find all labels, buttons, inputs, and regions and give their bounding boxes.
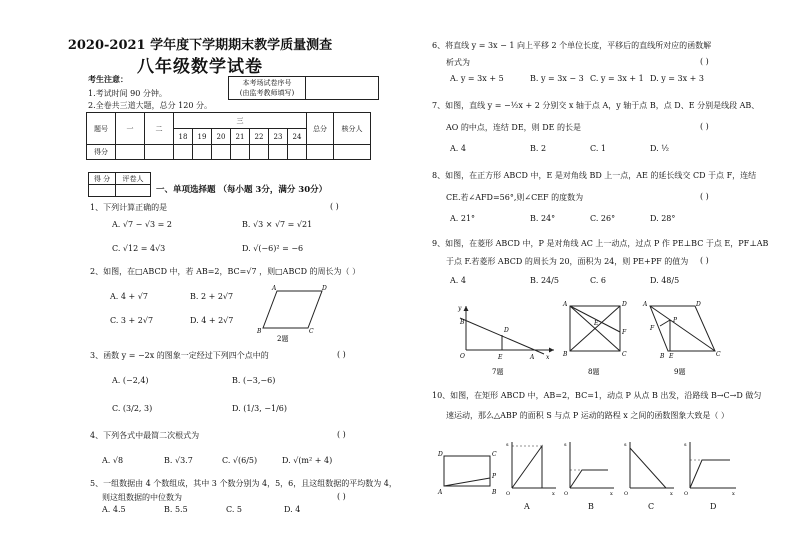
col-two: 二 xyxy=(145,113,174,145)
svg-text:x: x xyxy=(732,491,735,497)
q8-option-d: D. 28° xyxy=(650,214,676,223)
q7-option-a: A. 4 xyxy=(450,144,466,153)
q7-option-b: B. 2 xyxy=(530,144,547,153)
q3-option-c: C. (3/2, 3) xyxy=(112,404,153,413)
svg-text:x: x xyxy=(610,491,613,497)
score-cell[interactable] xyxy=(145,145,174,160)
q1-option-b: B. √3 × √7 = √21 xyxy=(242,220,313,229)
svg-text:A: A xyxy=(530,354,535,361)
score-cell[interactable] xyxy=(288,145,307,160)
col-total: 总分 xyxy=(307,113,334,145)
q10-option-a: A xyxy=(524,502,530,511)
q10-graph-a xyxy=(504,438,560,500)
q4-stem: 4、下列各式中最简二次根式为 xyxy=(90,431,200,440)
svg-text:C: C xyxy=(716,351,721,358)
exam-box-line2: (由监考教师填写) xyxy=(239,89,295,97)
q10-rectangle-figure xyxy=(436,448,502,500)
q3-stem: 3、函数 y = −2x 的图象一定经过下列四个点中的 xyxy=(90,351,269,360)
q8-paren: ( ) xyxy=(700,192,709,201)
q9-option-b: B. 24/5 xyxy=(530,276,559,285)
q6-stem-1: 6、将直线 y = 3x − 1 向上平移 2 个单位长度，平移后的直线所对应的函数解 xyxy=(432,41,712,50)
q8-option-b: B. 24° xyxy=(530,214,556,223)
exam-number-box xyxy=(228,76,379,100)
svg-text:x: x xyxy=(552,491,555,497)
q10-graph-b xyxy=(562,438,618,500)
svg-text:B: B xyxy=(660,353,665,360)
svg-text:B: B xyxy=(257,328,262,335)
q8-fig-label: 8题 xyxy=(588,368,600,376)
score-table xyxy=(86,112,371,160)
q6-option-d: D. y = 3x + 3 xyxy=(650,74,705,83)
q5-option-d: D. 4 xyxy=(284,505,301,514)
row-label-question: 题号 xyxy=(87,113,116,145)
svg-text:y: y xyxy=(458,305,462,312)
q2-stem: 2、如图，在□ABCD 中，若 AB=2，BC=√7 ，则□ABCD 的周长为（ ） xyxy=(90,267,361,276)
q1-option-d: D. √(−6)² = −6 xyxy=(242,244,304,253)
svg-text:P: P xyxy=(492,473,497,480)
sub-col-22: 22 xyxy=(250,129,269,145)
score-cell[interactable] xyxy=(212,145,231,160)
svg-text:A: A xyxy=(272,285,277,292)
svg-text:D: D xyxy=(504,327,509,334)
svg-text:O: O xyxy=(506,491,511,497)
q7-figure xyxy=(450,298,560,378)
sub-col-20: 20 xyxy=(212,129,231,145)
svg-text:A: A xyxy=(438,489,443,496)
score-cell[interactable] xyxy=(231,145,250,160)
q5-paren: ( ) xyxy=(337,492,346,501)
svg-text:s: s xyxy=(564,442,567,448)
svg-text:x: x xyxy=(546,354,550,361)
q1-option-c: C. √12 = 4√3 xyxy=(112,244,166,253)
q4-option-b: B. √3.7 xyxy=(164,456,193,465)
svg-text:C: C xyxy=(492,451,497,458)
q6-stem-2: 析式为 xyxy=(446,58,470,67)
q2-option-a: A. 4 + √7 xyxy=(110,292,148,301)
svg-text:s: s xyxy=(506,442,509,448)
q10-stem-1: 10、如图，在矩形 ABCD 中，AB=2，BC=1，动点 P 从点 B 出发，沿路线 B→C→D 做匀 xyxy=(432,391,762,400)
row-label-score: 得分 xyxy=(87,145,116,160)
q2-parallelogram-figure xyxy=(255,283,330,345)
q5-option-b: B. 5.5 xyxy=(164,505,188,514)
notice-item-1: 1.考试时间 90 分钟。 xyxy=(88,89,167,98)
q10-stem-2: 速运动，那么△ABP 的面积 S 与点 P 运动的路程 x 之间的函数图象大致是（ ） xyxy=(446,411,729,420)
sub-col-23: 23 xyxy=(269,129,288,145)
section-box-score: 得 分 xyxy=(89,173,116,185)
section-score-box xyxy=(88,172,151,197)
sub-col-18: 18 xyxy=(174,129,193,145)
score-cell[interactable] xyxy=(116,185,151,197)
q7-paren: ( ) xyxy=(700,122,709,131)
col-reviewer: 核分人 xyxy=(334,113,371,145)
q9-option-a: A. 4 xyxy=(450,276,466,285)
score-cell[interactable] xyxy=(116,145,145,160)
svg-text:O: O xyxy=(624,491,629,497)
svg-text:E: E xyxy=(498,354,503,361)
q2-option-b: B. 2 + 2√7 xyxy=(190,292,234,301)
exam-box-line1: 本考场试卷序号 xyxy=(242,79,292,87)
exam-title: 2020-2021 学年度下学期期末教学质量测查 xyxy=(67,38,333,53)
svg-text:A: A xyxy=(563,301,568,308)
q10-option-b: B xyxy=(588,502,594,511)
q5-option-a: A. 4.5 xyxy=(102,505,126,514)
svg-text:s: s xyxy=(624,442,627,448)
svg-text:C: C xyxy=(622,351,627,358)
q8-figure xyxy=(560,298,635,378)
q4-paren: ( ) xyxy=(337,430,346,439)
svg-text:C: C xyxy=(309,328,314,335)
sub-col-19: 19 xyxy=(193,129,212,145)
section-one-heading: 一、单项选择题 （每小题 3分，满分 30分） xyxy=(156,185,328,195)
q7-stem-2: AO 的中点，连结 DE，则 DE 的长是 xyxy=(446,123,582,132)
score-cell[interactable] xyxy=(269,145,288,160)
svg-text:D: D xyxy=(622,301,627,308)
q9-stem-2: 于点 F.若菱形 ABCD 的周长为 20，面积为 24，则 PE+PF 的值为 xyxy=(446,257,689,266)
q6-option-b: B. y = 3x − 3 xyxy=(530,74,584,83)
sub-col-24: 24 xyxy=(288,129,307,145)
svg-text:D: D xyxy=(696,301,701,308)
svg-text:D: D xyxy=(438,451,443,458)
svg-text:D: D xyxy=(322,285,327,292)
q9-paren: ( ) xyxy=(700,256,709,265)
q3-option-d: D. (1/3, −1/6) xyxy=(232,404,287,413)
q10-graph-d xyxy=(682,438,740,500)
q8-option-a: A. 21° xyxy=(450,214,476,223)
score-cell[interactable] xyxy=(193,145,212,160)
q8-stem-2: CE.若∠AFD=56°,则∠CEF 的度数为 xyxy=(446,193,584,202)
col-three: 三 xyxy=(174,113,307,129)
section-box-reviewer: 评卷人 xyxy=(116,173,151,185)
score-cell[interactable] xyxy=(174,145,193,160)
q3-paren: ( ) xyxy=(337,350,346,359)
q7-fig-label: 7题 xyxy=(492,368,504,376)
q9-figure xyxy=(640,298,725,378)
svg-text:F: F xyxy=(650,325,655,332)
q6-option-a: A. y = 3x + 5 xyxy=(450,74,504,83)
q6-option-c: C. y = 3x + 1 xyxy=(590,74,644,83)
svg-text:B: B xyxy=(460,319,465,326)
svg-text:O: O xyxy=(460,353,465,360)
q6-paren: ( ) xyxy=(700,57,709,66)
svg-text:B: B xyxy=(492,489,497,496)
q4-option-c: C. √(6/5) xyxy=(222,456,258,465)
q5-stem-2: 则这组数据的中位数为 xyxy=(102,493,182,502)
q10-option-d: D xyxy=(710,502,717,511)
q9-stem-1: 9、如图，在菱形 ABCD 中，P 是对角线 AC 上一动点，过点 P 作 PE⊥BC 于点 E，PF⊥AB xyxy=(432,239,769,248)
svg-text:A: A xyxy=(643,301,648,308)
q3-option-a: A. (−2,4) xyxy=(112,376,149,385)
q9-option-d: D. 48/5 xyxy=(650,276,680,285)
score-cell[interactable] xyxy=(334,145,371,160)
q2-option-c: C. 3 + 2√7 xyxy=(110,316,154,325)
svg-text:s: s xyxy=(684,442,687,448)
q2-fig-label: 2题 xyxy=(277,335,289,343)
q2-option-d: D. 4 + 2√7 xyxy=(190,316,234,325)
q1-paren: ( ) xyxy=(330,202,339,211)
q5-stem-1: 5、一组数据由 4 个数组成，其中 3 个数分别为 4，5，6，且这组数据的平均数为 4， xyxy=(90,479,397,488)
q10-option-c: C xyxy=(648,502,655,511)
q10-graph-c xyxy=(622,438,678,500)
score-cell[interactable] xyxy=(250,145,269,160)
sub-col-21: 21 xyxy=(231,129,250,145)
score-cell[interactable] xyxy=(89,185,116,197)
q9-fig-label: 9题 xyxy=(674,368,686,376)
svg-text:P: P xyxy=(673,317,678,324)
q7-option-c: C. 1 xyxy=(590,144,607,153)
q5-option-c: C. 5 xyxy=(226,505,243,514)
col-one: 一 xyxy=(116,113,145,145)
exam-subtitle: 八年级数学试卷 xyxy=(137,57,263,77)
q4-option-d: D. √(m² + 4) xyxy=(282,456,333,465)
q7-stem-1: 7、如图，直线 y = −½x + 2 分别交 x 轴于点 A，y 轴于点 B，点 D、E 分别是线段 AB、 xyxy=(432,101,760,110)
q8-option-c: C. 26° xyxy=(590,214,616,223)
q1-option-a: A. √7 − √3 = 2 xyxy=(112,220,172,229)
svg-text:F: F xyxy=(622,329,627,336)
notice-label: 考生注意： xyxy=(88,74,128,84)
svg-text:x: x xyxy=(670,491,673,497)
q9-option-c: C. 6 xyxy=(590,276,607,285)
svg-text:O: O xyxy=(564,491,569,497)
exam-number-cell[interactable] xyxy=(306,77,379,100)
q7-option-d: D. ½ xyxy=(650,144,669,153)
svg-text:E: E xyxy=(669,353,674,360)
svg-text:O: O xyxy=(684,491,689,497)
score-cell[interactable] xyxy=(307,145,334,160)
q8-stem-1: 8、如图，在正方形 ABCD 中，E 是对角线 BD 上一点，AE 的延长线交 CD 于点 F，连结 xyxy=(432,171,757,180)
q1-stem: 1、下列计算正确的是 xyxy=(90,203,168,212)
q3-option-b: B. (−3,−6) xyxy=(232,376,276,385)
svg-text:E: E xyxy=(594,320,599,327)
q4-option-a: A. √8 xyxy=(102,456,124,465)
svg-text:B: B xyxy=(563,351,568,358)
notice-item-2: 2.全卷共三道大题，总分 120 分。 xyxy=(88,101,212,110)
